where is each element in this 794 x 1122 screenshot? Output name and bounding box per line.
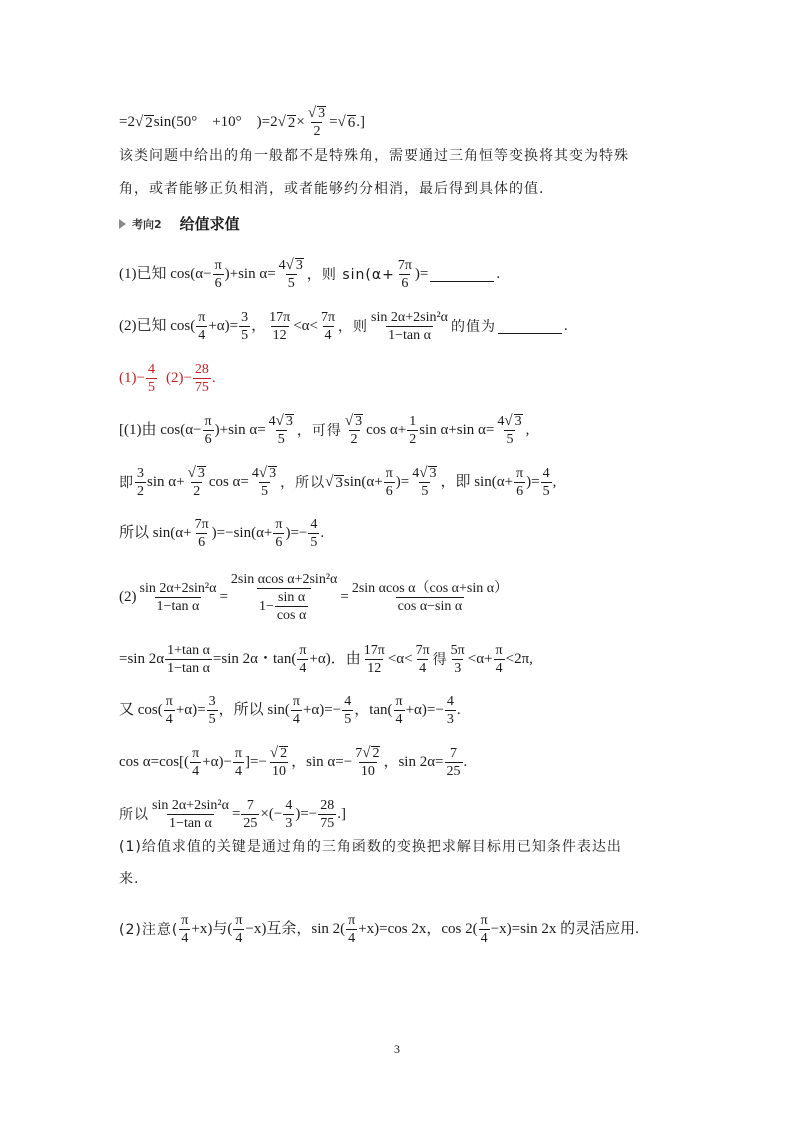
text: sin(50° +10° )=2 xyxy=(153,114,278,130)
solution-line: 所以 $\frac{\text{sin 2α+2sin²α}}{\text{1−tan α}}$ = $\frac{7}{25}$ ×(− $\frac{4}{3}$ )=− $\frac{28}{75}$ .] xyxy=(119,798,347,831)
answer-blank xyxy=(430,267,494,282)
sqrt-value: 2 xyxy=(287,115,296,131)
sqrt-sign: √ xyxy=(277,114,286,130)
fraction: $\frac{√ 3}{2}$ xyxy=(307,105,326,139)
paragraph-line: 角，或者能够正负相消，或者能够约分相消，最后得到具体的值. xyxy=(119,181,545,197)
answer-line: (1)− $\frac{4}{5}$ (2)− $\frac{28}{75}$ . xyxy=(119,362,216,395)
solution-line: cos α=cos[( $\frac{\pi}{4}$ +α)− $\frac{\pi}{4}$ ]=− $\frac{√ 2}{10}$ ，sin α=− $\frac{7√ 2}{10}$ ，sin 2α= $\frac{7}{25}$ . xyxy=(119,745,468,779)
text: =2 xyxy=(119,114,135,130)
section-title: 给值求值 xyxy=(179,215,240,233)
solution-line: 即 $\frac{3}{2}$ sin α+ $\frac{√ 3}{2}$ cos α= $\frac{4√ 3}{5}$ ，所以 √ 3 sin(α+ $\frac{\pi}{6}$ )= $\frac{4√ 3}{5}$ ，即 sin(α+ $\frac{\pi}{6}$ )= $\frac{4}{5}$ , xyxy=(119,465,557,499)
sqrt-value: 2 xyxy=(145,115,153,131)
question-2: (2)已知 cos( $\frac{\pi}{4}$ +α)= $\frac{3}{5}$ ， $\frac{17\pi}{12}$ <α< $\frac{7\pi}{4}$ ，则 $\frac{\text{sin 2α+2sin²α}}{\text{1−tan α}}$ 的值为 . xyxy=(119,310,568,343)
solution-line: 所以 sin(α+ $\frac{7\pi}{6}$ )=−sin(α+ $\frac{\pi}{6}$ )=− $\frac{4}{5}$ . xyxy=(119,517,325,550)
page-number: 3 xyxy=(394,1042,400,1056)
solution-line: 又 cos( $\frac{\pi}{4}$ +α)= $\frac{3}{5}$ ，所以 sin( $\frac{\pi}{4}$ +α)=− $\frac{4}{5}$ ，tan( $\frac{\pi}{4}$ +α)=− $\frac{4}{3}$ . xyxy=(119,694,461,727)
sqrt-value: 6 xyxy=(347,115,356,131)
section-tag: 考向2 xyxy=(132,217,162,231)
solution-line: [(1)由 cos(α− $\frac{\pi}{6}$ )+sin α= $\frac{4√ 3}{5}$ ，可得 $\frac{√ 3}{2}$ cos α+ $\frac{1}{2}$ sin α+sin α= $\frac{4√ 3}{5}$ , xyxy=(119,413,530,447)
solution-line: (2) $\frac{\text{sin 2α+2sin²α}}{\text{1−tan α}}$ = 2sin αcos α+2sin²α 1− $\frac{\text{sin α}}{\text{cos α}}$ = $\frac{\text{2sin αcos α（cos α+sin α）}}{\text{cos α−sin α}}$ xyxy=(119,572,509,623)
note-line: (1)给值求值的关键是通过角的三角函数的变换把求解目标用已知条件表达出 xyxy=(119,839,622,855)
solution-line: =sin 2α $\frac{\text{1+tan α}}{\text{1−tan α}}$ =sin 2α・tan( $\frac{\pi}{4}$ +α)．由 $\frac{17\pi}{12}$ <α< $\frac{7\pi}{4}$ 得 $\frac{5\pi}{3}$ <α+ $\frac{\pi}{4}$ <2π, xyxy=(119,643,533,676)
sqrt-sign: √ xyxy=(337,114,346,130)
note-line: 来. xyxy=(119,871,140,887)
answer-blank xyxy=(498,319,562,334)
triangle-icon xyxy=(119,219,126,229)
sqrt-sign: √ xyxy=(134,114,144,130)
paragraph-line: 该类问题中给出的角一般都不是特殊角，需要通过三角恒等变换将其变为特殊 xyxy=(119,148,629,164)
result-line xyxy=(119,106,684,139)
text: .] xyxy=(356,114,366,130)
note-line: (2)注意( $\frac{\pi}{4}$ +x)与( $\frac{\pi}{4}$ −x)互余，sin 2( $\frac{\pi}{4}$ +x)=cos 2x，cos 2( $\frac{\pi}{4}$ −x)=sin 2x 的灵活应用. xyxy=(119,913,639,946)
question-1: (1)已知 cos(α− $\frac{\pi}{6}$ )+sin α= $\frac{4√ 3}{5}$ ，则 sin(α+ $\frac{7\pi}{6}$ )= . xyxy=(119,257,501,291)
text: × xyxy=(296,114,305,130)
text: = xyxy=(329,114,338,130)
section-heading xyxy=(119,213,240,234)
